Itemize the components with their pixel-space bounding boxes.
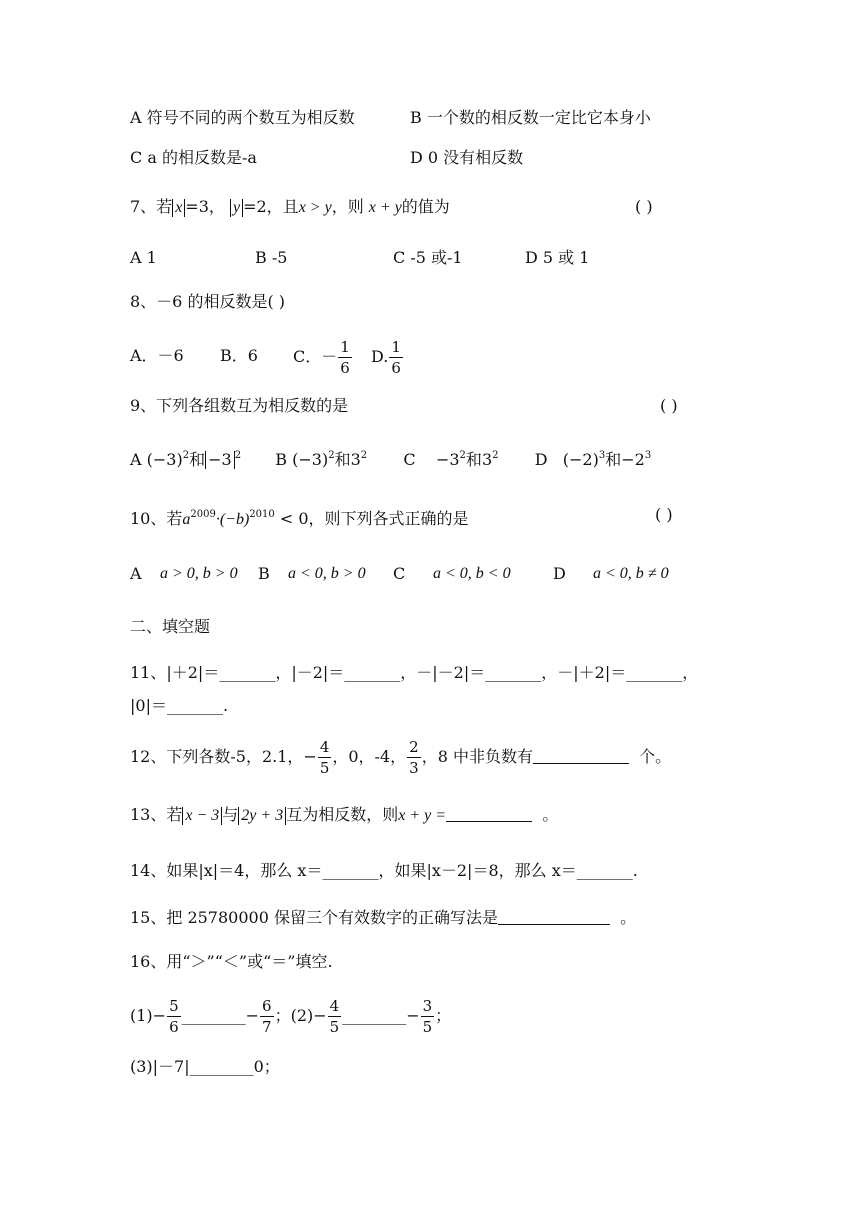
q10-option-d-label: D	[553, 564, 566, 583]
q10-option-b-label: B	[258, 564, 270, 583]
q9-answer-paren: ( )	[660, 396, 678, 415]
q8-option-a: A．－6	[130, 346, 184, 365]
q12-stem: 12、下列各数-5，2.1，− $\frac{4}{5}$ ，0，-4， $\frac{2}{3}$ ，8 中非负数有 个。	[130, 738, 672, 777]
q15-blank[interactable]	[498, 908, 610, 925]
q10-stem: 10、若$a^{2009}\cdot(-b)^{2010} < 0$，则下列各式正确的是	[130, 509, 469, 528]
q11-line1: 11、|＋2|＝_______，|－2|＝_______，－|－2|＝_______，－|＋2|＝_______，	[130, 663, 699, 682]
q15-stem: 15、把 25780000 保留三个有效数字的正确写法是 。	[130, 908, 637, 927]
q9-stem: 9、下列各组数互为相反数的是	[130, 396, 349, 415]
q9-options	[130, 446, 651, 470]
q6-option-c: C a 的相反数是-a	[130, 148, 257, 167]
q7-option-d: D 5 或 1	[525, 248, 590, 267]
q10-answer-paren: ( )	[655, 505, 673, 524]
q7-option-b: B -5	[255, 248, 288, 267]
q10-option-a-label: A	[130, 564, 142, 583]
q9-option-d: D $(-2)^3$和$-2^3$	[534, 450, 652, 469]
q8-stem: 8、－6 的相反数是( )	[130, 292, 286, 311]
q8-option-c: C．－ $\frac{1}{6}$	[293, 338, 350, 377]
q6-option-d: D 0 没有相反数	[410, 148, 524, 167]
q8-option-d: D. $\frac{1}{6}$	[371, 338, 401, 377]
q16-part-3: (3)|－7|________0；	[130, 1057, 280, 1076]
q12-blank[interactable]	[533, 747, 629, 764]
section-title: 二、填空题	[130, 617, 211, 636]
q13-blank[interactable]	[446, 805, 532, 822]
q10-option-c-label: C	[393, 564, 406, 583]
q8-option-b: B．6	[220, 346, 258, 365]
q9-option-b: B $(-3)^2$和$3^2$	[275, 450, 368, 469]
q7-stem: 7、若 x =3， y =2，且x > y，则 x + y的值为	[130, 197, 450, 216]
q16-stem: 16、用“＞”“＜”或“＝”填空.	[130, 952, 333, 971]
q7-option-c: C -5 或-1	[393, 248, 463, 267]
q14-stem: 14、如果|x|＝4，那么 x＝_______，如果|x－2|＝8，那么 x＝_______.	[130, 861, 638, 880]
q10-option-c: a < 0, b < 0	[433, 565, 511, 582]
q9-option-c: C $-3^2$和$3^2$	[403, 450, 499, 469]
q10-option-a: a > 0, b > 0	[160, 565, 238, 582]
q7-option-a: A 1	[130, 248, 157, 267]
q6-option-a: A 符号不同的两个数互为相反数	[130, 108, 355, 127]
q11-line2: |0|＝_______.	[130, 696, 229, 715]
q16-part-1-2: (1)− $\frac{5}{6}$ ________− $\frac{6}{7}$ ；(2)− $\frac{4}{5}$ ________− $\frac{3}{5}$ ；	[130, 997, 452, 1036]
q6-option-b: B 一个数的相反数一定比它本身小	[410, 108, 651, 127]
q13-stem: 13、若 x − 3 与 2y + 3 互为相反数，则x + y = 。	[130, 805, 559, 824]
q9-option-a: A $(-3)^2$和 −3 $^2$	[130, 450, 242, 469]
q10-option-b: a < 0, b > 0	[288, 565, 366, 582]
q10-option-d: a < 0, b ≠ 0	[593, 565, 669, 582]
q7-answer-paren: ( )	[635, 197, 653, 216]
